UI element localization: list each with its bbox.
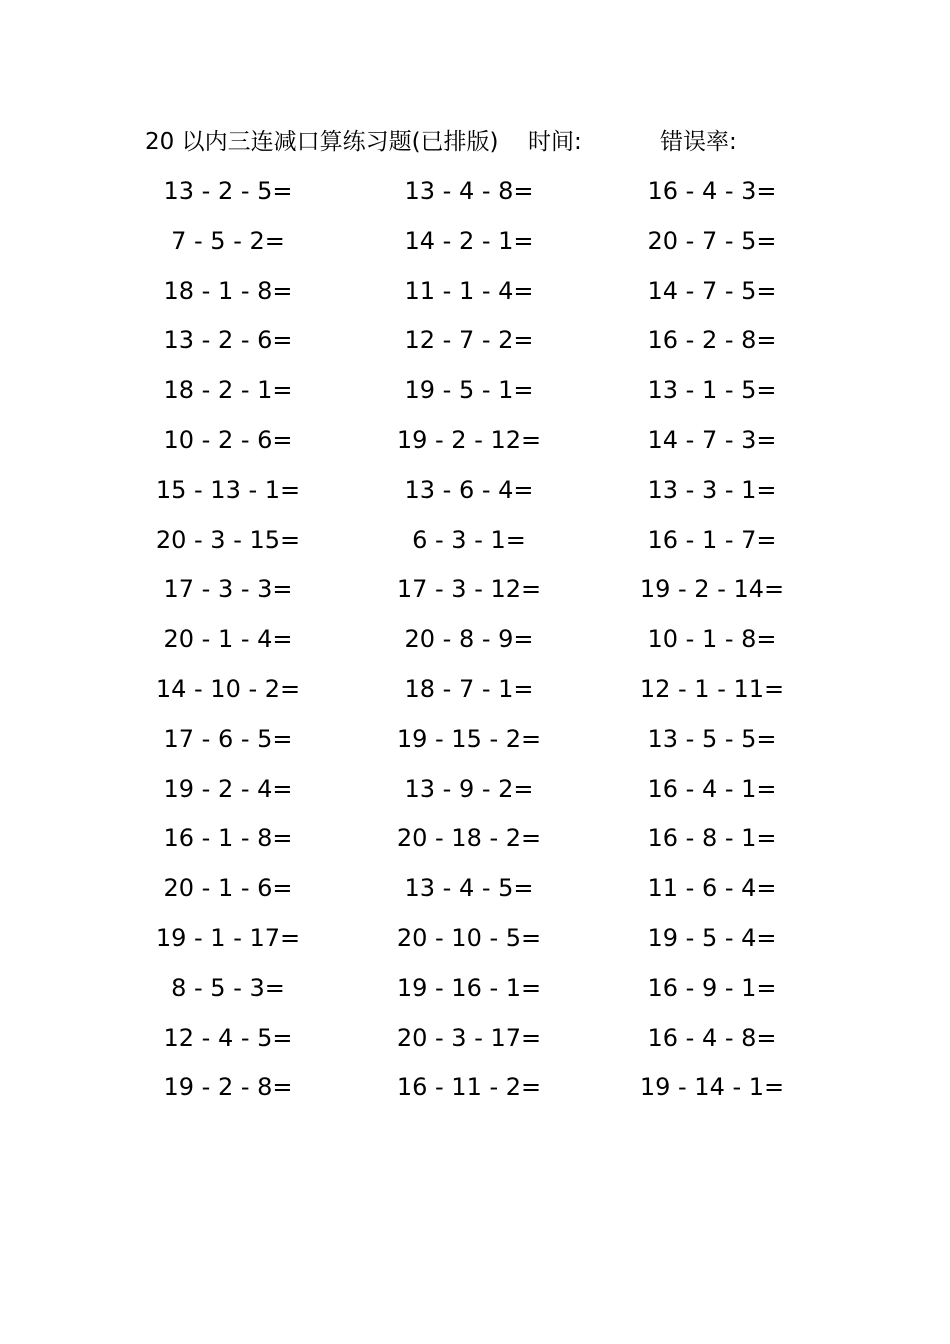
problem-cell: 13 - 3 - 1= [647, 475, 777, 504]
problem-row [0, 865, 950, 915]
problem-cell: 13 - 4 - 8= [404, 177, 534, 205]
problem-cell: 16 - 1 - 8= [163, 824, 293, 853]
problem-cell: 13 - 1 - 5= [647, 376, 777, 405]
problem-row [0, 915, 950, 965]
problem-cell: 20 - 3 - 17= [396, 1023, 542, 1052]
problem-cell: 20 - 7 - 5= [647, 226, 777, 255]
problem-cell: 13 - 2 - 6= [163, 326, 293, 355]
problem-cell: 10 - 2 - 6= [163, 425, 293, 454]
problem-row [0, 317, 950, 367]
problem-cell: 20 - 8 - 9= [404, 625, 534, 654]
problem-cell: 12 - 4 - 5= [163, 1023, 293, 1052]
problem-cell: 17 - 6 - 5= [163, 724, 293, 753]
worksheet-title: 20 以内三连减口算练习题(已排版) [145, 129, 499, 155]
problem-row [0, 517, 950, 567]
problem-row [0, 417, 950, 467]
problem-cell: 11 - 1 - 4= [404, 276, 534, 305]
problem-row [0, 218, 950, 268]
problem-cell: 19 - 14 - 1= [639, 1073, 785, 1102]
problem-row [0, 268, 950, 318]
problem-cell: 8 - 5 - 3= [171, 973, 285, 1002]
problem-row [0, 716, 950, 766]
problem-row [0, 815, 950, 865]
problem-row [0, 1015, 950, 1065]
problem-grid [0, 168, 950, 1114]
problem-cell: 19 - 15 - 2= [396, 724, 542, 753]
problem-row [0, 666, 950, 716]
problem-cell: 20 - 3 - 15= [155, 525, 301, 554]
problem-cell: 18 - 2 - 1= [163, 376, 293, 405]
problem-cell: 14 - 7 - 5= [647, 276, 777, 305]
problem-cell: 16 - 4 - 1= [647, 774, 777, 803]
problem-cell: 16 - 4 - 3= [647, 177, 777, 205]
problem-cell: 14 - 10 - 2= [155, 674, 301, 703]
problem-cell: 14 - 7 - 3= [647, 425, 777, 454]
problem-row [0, 566, 950, 616]
problem-cell: 16 - 8 - 1= [647, 824, 777, 853]
problem-cell: 10 - 1 - 8= [647, 625, 777, 654]
problem-cell: 13 - 4 - 5= [404, 874, 534, 903]
problem-cell: 17 - 3 - 3= [163, 575, 293, 604]
time-label: 时间: [528, 129, 582, 155]
problem-cell: 7 - 5 - 2= [171, 226, 285, 255]
problem-cell: 18 - 7 - 1= [404, 674, 534, 703]
problem-cell: 13 - 6 - 4= [404, 475, 534, 504]
problem-row [0, 367, 950, 417]
problem-cell: 19 - 2 - 12= [396, 425, 542, 454]
problem-row [0, 766, 950, 816]
problem-cell: 16 - 2 - 8= [647, 326, 777, 355]
problem-cell: 19 - 16 - 1= [396, 973, 542, 1002]
problem-cell: 12 - 1 - 11= [639, 674, 785, 703]
problem-cell: 20 - 1 - 6= [163, 874, 293, 903]
problem-cell: 12 - 7 - 2= [404, 326, 534, 355]
problem-cell: 16 - 4 - 8= [647, 1023, 777, 1052]
problem-row [0, 1064, 950, 1114]
error-rate-label: 错误率: [660, 129, 737, 155]
problem-cell: 20 - 1 - 4= [163, 625, 293, 654]
problem-cell: 19 - 5 - 1= [404, 376, 534, 405]
problem-cell: 15 - 13 - 1= [155, 475, 301, 504]
problem-row [0, 616, 950, 666]
problem-cell: 14 - 2 - 1= [404, 226, 534, 255]
problem-row [0, 168, 950, 218]
problem-cell: 19 - 2 - 8= [163, 1073, 293, 1102]
problem-cell: 16 - 11 - 2= [396, 1073, 542, 1102]
problem-cell: 16 - 1 - 7= [647, 525, 777, 554]
problem-cell: 19 - 1 - 17= [155, 923, 301, 952]
problem-cell: 20 - 10 - 5= [396, 923, 542, 952]
problem-cell: 6 - 3 - 1= [412, 525, 526, 554]
problem-cell: 18 - 1 - 8= [163, 276, 293, 305]
problem-cell: 19 - 2 - 4= [163, 774, 293, 803]
problem-cell: 20 - 18 - 2= [396, 824, 542, 853]
problem-cell: 11 - 6 - 4= [647, 874, 777, 903]
problem-row [0, 965, 950, 1015]
problem-cell: 13 - 9 - 2= [404, 774, 534, 803]
problem-cell: 19 - 5 - 4= [647, 923, 777, 952]
problem-row [0, 467, 950, 517]
problem-cell: 13 - 5 - 5= [647, 724, 777, 753]
problem-cell: 19 - 2 - 14= [639, 575, 785, 604]
problem-cell: 13 - 2 - 5= [163, 177, 293, 205]
problem-cell: 16 - 9 - 1= [647, 973, 777, 1002]
problem-cell: 17 - 3 - 12= [396, 575, 542, 604]
